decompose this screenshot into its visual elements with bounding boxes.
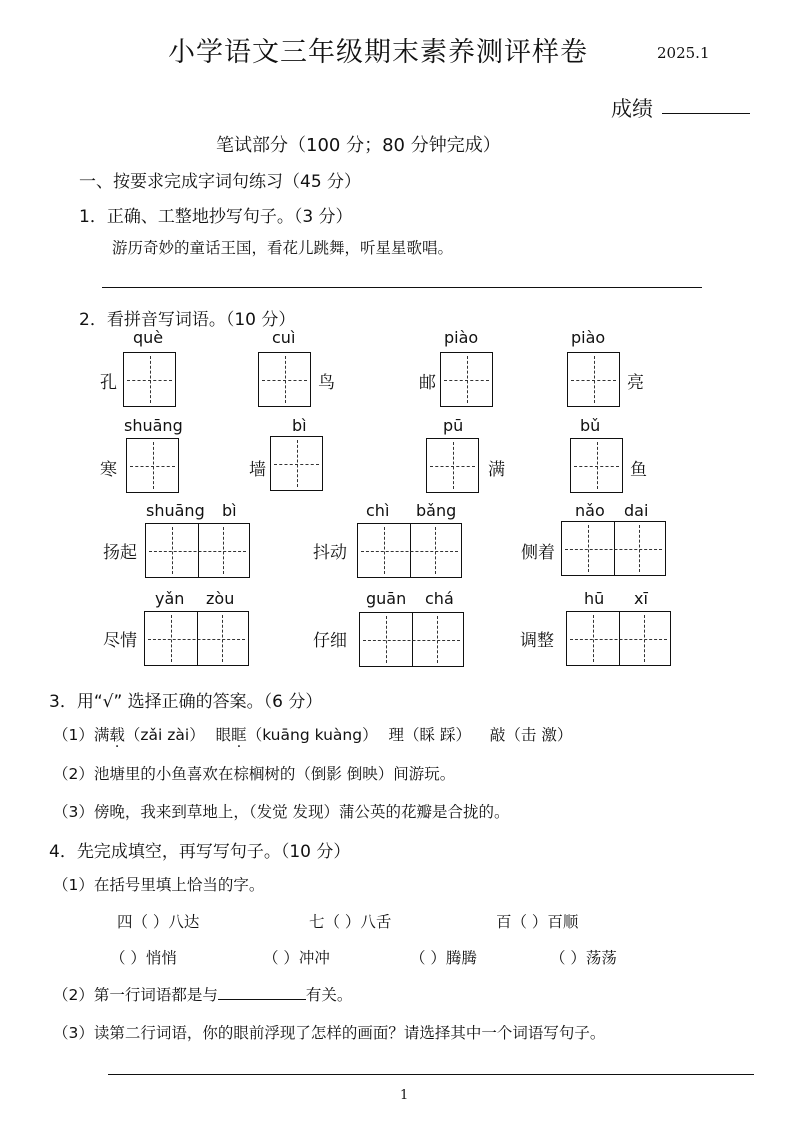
word-char: 亮 — [627, 373, 644, 393]
pinyin-label: dai — [624, 501, 649, 520]
idiom-blank[interactable]: 四（ ）八达 — [117, 913, 200, 931]
word-char: 孔 — [100, 373, 117, 393]
pinyin-label: bǎng — [416, 501, 457, 520]
idiom-blank[interactable]: （ ）腾腾 — [410, 949, 477, 967]
tianzige-box[interactable] — [426, 438, 479, 493]
choice-chars[interactable]: 理（睬 踩） — [388, 726, 471, 744]
word-label: 调整 — [520, 631, 554, 651]
tianzige-double-box[interactable] — [145, 523, 250, 578]
pinyin-label: yǎn — [155, 589, 185, 608]
word-char: 满 — [488, 460, 505, 480]
pinyin-label: què — [133, 328, 164, 347]
word-char: 寒 — [100, 460, 117, 480]
q3-item-3[interactable]: （3）傍晚，我来到草地上，（发觉 发现）蒲公英的花瓣是合拢的。 — [53, 803, 510, 821]
word-char: 鸟 — [318, 373, 335, 393]
section-1-heading: 一、按要求完成字词句练习（45 分） — [79, 172, 362, 192]
pinyin-label: piào — [444, 328, 479, 347]
pinyin-label: xī — [634, 589, 648, 608]
tianzige-box[interactable] — [270, 436, 323, 491]
idiom-blank[interactable]: （ ）冲冲 — [263, 949, 330, 967]
tianzige-double-box[interactable] — [566, 611, 671, 666]
word-char: 鱼 — [630, 460, 647, 480]
exam-title: 小学语文三年级期末素养测评样卷 — [168, 37, 588, 68]
word-label: 抖动 — [313, 543, 347, 563]
pinyin-label: zòu — [206, 589, 235, 608]
sub2-answer-blank[interactable] — [218, 985, 306, 1000]
pinyin-label: bì — [222, 501, 237, 520]
choice-chars[interactable]: 敲（击 激） — [489, 726, 573, 744]
page-number: 1 — [400, 1088, 409, 1103]
pinyin-label: guān — [366, 589, 407, 608]
q4-answer-line[interactable] — [108, 1074, 754, 1075]
idiom-blank[interactable]: （ ）悄悄 — [110, 949, 177, 967]
pinyin-label: nǎo — [575, 501, 605, 520]
tianzige-double-box[interactable] — [359, 612, 464, 667]
q4-sub3: （3）读第二行词语，你的眼前浮现了怎样的画面？请选择其中一个词语写句子。 — [53, 1024, 606, 1042]
idiom-blank[interactable]: 七（ ）八舌 — [309, 913, 392, 931]
pinyin-label: cuì — [272, 328, 296, 347]
sub2-text: （2）第一行词语都是与 — [53, 986, 218, 1004]
dotted-char: 眶 — [231, 726, 247, 744]
score-label: 成绩 — [611, 97, 653, 121]
tianzige-box[interactable] — [126, 438, 179, 493]
word-label: 扬起 — [103, 543, 137, 563]
word-text: 眼 — [215, 726, 232, 744]
word-char: 邮 — [419, 373, 436, 393]
word-text: 满 — [93, 726, 110, 744]
sub2-text-end: 有关。 — [305, 986, 353, 1004]
q1-sentence: 游历奇妙的童话王国，看花儿跳舞，听星星歌唱。 — [112, 239, 454, 257]
word-char: 墙 — [249, 460, 266, 480]
word-label: 尽情 — [103, 631, 137, 651]
tianzige-double-box[interactable] — [144, 611, 249, 666]
idiom-blank[interactable]: （ ）荡荡 — [550, 949, 617, 967]
q3-prompt: 3．用“√” 选择正确的答案。（6 分） — [49, 692, 323, 712]
tianzige-box[interactable] — [567, 352, 620, 407]
q3-item-2[interactable]: （2）池塘里的小鱼喜欢在棕榈树的（倒影 倒映）间游玩。 — [53, 765, 456, 783]
written-part-heading: 笔试部分（100 分；80 分钟完成） — [216, 135, 501, 156]
tianzige-box[interactable] — [570, 438, 623, 493]
q1-prompt: 1．正确、工整地抄写句子。（3 分） — [79, 207, 353, 227]
item-number: （1） — [53, 726, 94, 744]
tianzige-box[interactable] — [123, 352, 176, 407]
word-label: 侧着 — [521, 543, 555, 563]
tianzige-double-box[interactable] — [561, 521, 666, 576]
exam-date: 2025.1 — [657, 44, 710, 62]
pinyin-label: hū — [584, 589, 605, 608]
dotted-char: 载 — [109, 726, 125, 744]
q3-item-1 — [53, 723, 572, 745]
pinyin-label: pū — [443, 416, 464, 435]
pinyin-label: chá — [425, 589, 454, 608]
tianzige-double-box[interactable] — [357, 523, 462, 578]
q4-sub2 — [53, 983, 352, 1005]
tianzige-box[interactable] — [440, 352, 493, 407]
pinyin-label: piào — [571, 328, 606, 347]
pinyin-label: shuāng — [146, 501, 205, 520]
pinyin-label: chì — [366, 501, 390, 520]
q1-answer-line[interactable] — [102, 287, 702, 288]
word-label: 仔细 — [313, 631, 347, 651]
score-blank[interactable] — [662, 113, 750, 114]
choice-pinyin[interactable]: （kuāng kuàng） — [246, 726, 378, 744]
pinyin-label: bì — [292, 416, 307, 435]
pinyin-label: bǔ — [580, 416, 601, 435]
choice-pinyin[interactable]: （zǎi zài） — [124, 726, 205, 744]
tianzige-box[interactable] — [258, 352, 311, 407]
idiom-blank[interactable]: 百（ ）百顺 — [496, 913, 579, 931]
pinyin-label: shuāng — [124, 416, 183, 435]
q4-sub1: （1）在括号里填上恰当的字。 — [53, 876, 265, 894]
q4-prompt: 4．先完成填空，再写写句子。（10 分） — [49, 842, 351, 862]
q2-prompt: 2．看拼音写词语。（10 分） — [79, 310, 296, 330]
